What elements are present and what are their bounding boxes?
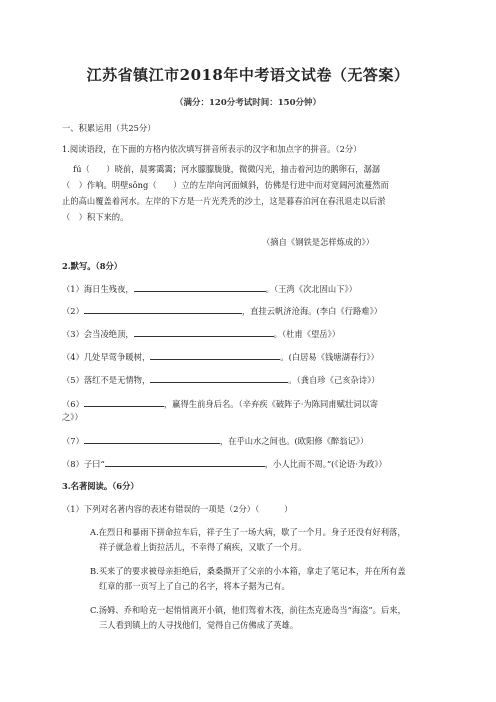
item-number: （8） (62, 459, 84, 469)
item-text-after: 。(白居易《钱塘湖春行》） (280, 352, 379, 362)
item-number: （6） (62, 399, 84, 409)
item-text-after: ，直挂云帆济沧海。(李白《行路难》） (241, 306, 383, 316)
dictation-item (62, 350, 379, 363)
dictation-item-continuation: 之》） (62, 412, 83, 422)
item-number: （1） (62, 284, 84, 294)
item-number: （3） (62, 329, 84, 339)
option-c-line2: 三人看到镇上的人寻找他们，觉得自己仿佛成了英雄。 (99, 620, 299, 630)
item-text-after: 。（龚自珍《己亥杂诗》） (288, 375, 380, 385)
dictation-item (62, 282, 357, 295)
answer-blank[interactable] (84, 397, 164, 407)
dictation-item (62, 397, 378, 410)
dictation-item (62, 304, 382, 317)
passage-line: （ ）作响。明壁sōng（ ）立的左岸向河面倾斜，仿佛是行进中而对宽阔河流蔓然而 (62, 180, 389, 190)
answer-blank[interactable] (134, 327, 274, 337)
item-text-before: 海日生残夜， (83, 284, 134, 294)
item-text-before: 几处早莺争暖树， (83, 352, 151, 362)
option-c-line1: C.汤姆、乔和哈克一起悄悄离开小镇，他们驾着木筏，前往杰克逊岛当“海盗”。后来， (90, 605, 406, 615)
answer-blank[interactable] (84, 304, 242, 314)
item-text-after: ，小人比而不周。”(《论语·为政》） (264, 459, 387, 469)
answer-blank[interactable] (134, 282, 266, 292)
section-heading: 一、积累运用（共25分） (62, 123, 156, 133)
question-2-heading: 2.默写。（8分） (62, 261, 123, 271)
option-a-line2: 祥子就急着上街拉活儿，不幸得了痢疾，又歇了一个月。 (99, 542, 307, 552)
passage-line: fú（ ）晓前，晨雾霭霭；河水朦朦胧胧，微微闪光，抽击着河边的鹅卵石，潺潺 (73, 164, 381, 174)
dictation-item (62, 434, 368, 447)
item-number: （7） (62, 436, 84, 446)
dictation-item (62, 457, 387, 470)
item-text-before: 落红不是无情物， (83, 375, 151, 385)
document-title: 江苏省镇江市2018年中考语文试卷（无答案） (86, 66, 410, 84)
item-text-before: 会当凌绝顶， (83, 329, 134, 339)
item-number: （5） (62, 375, 84, 385)
item-text-before: 子曰“ (83, 459, 105, 469)
dictation-item (62, 373, 380, 386)
passage-source: （摘自《钢铁是怎样炼成的》） (262, 237, 375, 247)
item-number: （2） (62, 306, 84, 316)
option-b-line2: 红章的那一页写上了自己的名字，将本子据为己有。 (99, 581, 290, 591)
question-3-heading: 3.名著阅读。（6分） (62, 481, 139, 491)
question-1-intro: 1.阅读语段，在下面的方格内依次填写拼音所表示的汉字和加点字的拼音。（2分） (62, 144, 362, 154)
item-text-after: ，赢得生前身后名。（辛弃疾《破阵子·为陈同甫赋壮词以寄 (163, 399, 379, 409)
option-b-line1: B.买来了的要求被母亲拒绝后，桑桑撕开了父亲的小本箱，拿走了笔记本，并在所有盖 (90, 566, 406, 576)
answer-blank[interactable] (150, 373, 288, 383)
question-3-sub1: （1）下列对名著内容的表述有错误的一项是（2分）（ ） (62, 504, 293, 514)
option-a-line1: A.在烈日和暴雨下拼命拉车后，祥子生了一场大病，歇了一个月。身子还没有好利落， (90, 527, 406, 537)
passage-line: 止的高山覆盖着河水。左岸的下方是一片光秃秃的沙土，这是暮春泊河在春汛退走以后淤 (62, 196, 386, 206)
answer-blank[interactable] (150, 350, 280, 360)
exam-info: （满分：120分考试时间：150分钟） (175, 98, 321, 108)
answer-blank[interactable] (105, 457, 265, 467)
item-text-after: 。（杜甫《望岳》） (273, 329, 341, 339)
item-text-after: ，在乎山水之间也。(欧阳修《醉翁记》） (219, 436, 369, 446)
item-number: （4） (62, 352, 84, 362)
answer-blank[interactable] (84, 434, 220, 444)
passage-line: （ ）积下来的。 (62, 212, 129, 222)
item-text-after: 。（王湾《次北固山下》） (265, 284, 357, 294)
dictation-item (62, 327, 340, 340)
